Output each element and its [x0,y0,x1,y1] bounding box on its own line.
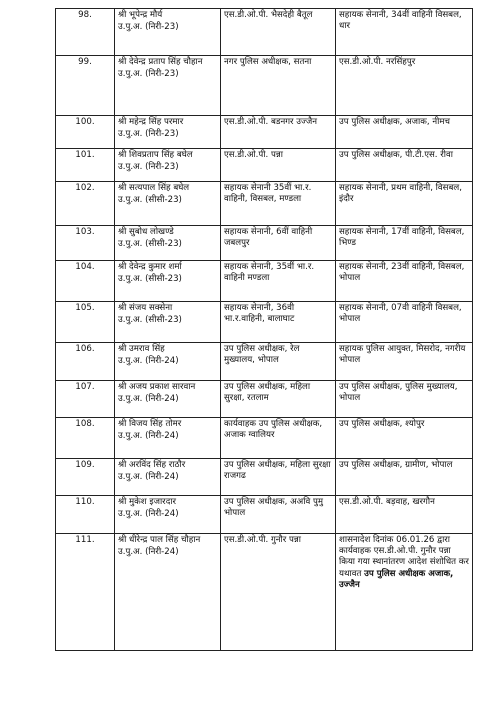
officer-name: श्री शिवप्रताप सिंह बघेल [118,150,193,160]
officer-name: श्री भूपेन्द्र मौर्य [118,10,163,20]
serial-number-cell: 111. [56,534,115,651]
new-posting-cell: सहायक पुलिस आयुक्त, मिसरोद, नगरीय भोपाल [336,343,473,381]
table-row [56,116,473,149]
officer-rank: उ.पु.अ. (निरी-23) [118,129,179,140]
new-posting-cell: उप पुलिस अधीक्षक, पी.टी.एस. रीवा [336,149,473,182]
serial-number-cell: 101. [56,149,115,182]
officer-rank: उ.पु.अ. (निरी-24) [118,472,179,483]
table-row [56,149,473,182]
current-posting-cell: उप पुलिस अधीक्षक, महिला सुरक्षा राजगढ [221,459,336,496]
officer-cell [115,116,221,149]
serial-number-cell: 104. [56,261,115,302]
table-row [56,182,473,226]
new-posting-destination: उप पुलिस अधीक्षक अजाक, उज्जैन [339,568,454,590]
officer-rank: उ.पु.अ. (निरी-23) [118,69,179,80]
current-posting-cell: एस.डी.ओ.पी. पन्ना [221,149,336,182]
new-posting-cell [336,534,473,651]
serial-number-cell: 99. [56,56,115,116]
table-row [56,56,473,116]
transfer-table-body [56,9,473,651]
officer-cell [115,381,221,418]
officer-cell [115,418,221,459]
officer-cell [115,9,221,56]
table-row [56,496,473,534]
new-posting-cell: एस.डी.ओ.पी. बड़वाह, खरगौन [336,496,473,534]
officer-name: श्री धीरेन्द्र पाल सिंह चौहान [118,535,201,545]
table-row [56,418,473,459]
officer-name: श्री देवेन्द्र कुमार शर्मा [118,262,182,272]
officer-rank: उ.पु.अ. (सीसी-23) [118,315,182,326]
officer-rank: उ.पु.अ. (निरी-24) [118,356,179,367]
officer-name: श्री अजय प्रकाश सारवान [118,382,196,392]
current-posting-cell: उप पुलिस अधीक्षक, रेल मुख्यालय, भोपाल [221,343,336,381]
transfer-table [55,8,473,651]
serial-number-cell: 105. [56,302,115,343]
new-posting-cell: सहायक सेनानी, 17वीं वाहिनी, विसबल, भिण्ड [336,226,473,261]
serial-number-cell: 103. [56,226,115,261]
officer-name: श्री उमराव सिंह [118,344,165,354]
new-posting-cell: उप पुलिस अधीक्षक, अजाक, नीमच [336,116,473,149]
new-posting-cell: उप पुलिस अधीक्षक, पुलिस मुख्यालय, भोपाल [336,381,473,418]
current-posting-cell: कार्यवाहक उप पुलिस अधीक्षक, अजाक ग्वालियर [221,418,336,459]
officer-rank: उ.पु.अ. (निरी-24) [118,431,179,442]
serial-number-cell: 106. [56,343,115,381]
new-posting-cell: उप पुलिस अधीक्षक, ग्रामीण, भोपाल [336,459,473,496]
officer-name: श्री अरविंद सिंह राठौर [118,460,186,470]
officer-cell [115,534,221,651]
table-row [56,261,473,302]
serial-number-cell: 108. [56,418,115,459]
officer-rank: उ.पु.अ. (निरी-24) [118,394,179,405]
new-posting-cell: सहायक सेनानी, 07वी वाहिनी विसबल, भोपाल [336,302,473,343]
officer-name: श्री महेन्द्र सिंह परमार [118,117,184,127]
officer-name: श्री सुबोध लोखण्डे [118,227,174,237]
current-posting-cell: सहायक सेनानी 35वीं भा.र. वाहिनी, विसबल, मण्डला [221,182,336,226]
officer-rank: उ.पु.अ. (निरी-24) [118,509,179,520]
officer-rank: उ.पु.अ. (सीसी-23) [118,274,182,285]
officer-cell [115,459,221,496]
officer-cell [115,496,221,534]
officer-name: श्री संजय सक्सेना [118,303,173,313]
officer-rank: उ.पु.अ. (सीसी-23) [118,239,182,250]
officer-cell [115,149,221,182]
table-row [56,9,473,56]
current-posting-cell: उप पुलिस अधीक्षक, अअवि पुमु भोपाल [221,496,336,534]
new-posting-cell: सहायक सेनानी, प्रथम वाहिनी, विसबल, इंदौर [336,182,473,226]
serial-number-cell: 98. [56,9,115,56]
officer-rank: उ.पु.अ. (सीसी-23) [118,195,182,206]
serial-number-cell: 102. [56,182,115,226]
officer-name: श्री मुकेश इजारदार [118,497,176,507]
table-row [56,381,473,418]
current-posting-cell: सहायक सेनानी, 35वीं भा.र. वाहिनी मण्डला [221,261,336,302]
officer-name: श्री विजय सिंह तोमर [118,419,182,429]
current-posting-cell: एस.डी.ओ.पी. बडनगर उज्जैन [221,116,336,149]
serial-number-cell: 107. [56,381,115,418]
serial-number-cell: 109. [56,459,115,496]
current-posting-cell: एस.डी.ओ.पी. भैसदेही बैतूल [221,9,336,56]
officer-name: श्री देवेन्द्र प्रताप सिंह चौहान [118,57,203,67]
officer-rank: उ.पु.अ. (निरी-23) [118,22,179,33]
officer-cell [115,261,221,302]
officer-cell [115,226,221,261]
table-row [56,459,473,496]
table-row [56,302,473,343]
table-row [56,226,473,261]
serial-number-cell: 110. [56,496,115,534]
new-posting-cell: सहायक सेनानी, 23वीं वाहिनी, विसबल, भोपाल [336,261,473,302]
new-posting-cell: एस.डी.ओ.पी. नरसिंहपुर [336,56,473,116]
new-posting-cell: उप पुलिस अधीक्षक, श्योपुर [336,418,473,459]
new-posting-note: शासनादेश दिनांक 06.01.26 द्वारा कार्यवाहक एस.डी.ओ.पी. गुनौर पन्ना किया गया स्थानांतरण आदेश संशोधित कर यथावत [339,535,469,579]
officer-cell [115,302,221,343]
current-posting-cell: एस.डी.ओ.पी. गुनौर पन्ना [221,534,336,651]
serial-number-cell: 100. [56,116,115,149]
officer-cell [115,56,221,116]
current-posting-cell: नगर पुलिस अधीक्षक, सतना [221,56,336,116]
current-posting-cell: सहायक सेनानी, 6वीं वाहिनी जबलपुर [221,226,336,261]
table-row [56,534,473,651]
officer-rank: उ.पु.अ. (निरी-23) [118,162,179,173]
officer-name: श्री सत्यपाल सिंह बघेल [118,183,190,193]
table-row [56,343,473,381]
new-posting-cell: सहायक सेनानी, 34वीं वाहिनी विसबल, धार [336,9,473,56]
current-posting-cell: सहायक सेनानी, 36वी भा.र.वाहिनी, बालाघाट [221,302,336,343]
officer-cell [115,182,221,226]
officer-rank: उ.पु.अ. (निरी-24) [118,547,179,558]
officer-cell [115,343,221,381]
current-posting-cell: उप पुलिस अधीक्षक, महिला सुरक्षा, रतलाम [221,381,336,418]
